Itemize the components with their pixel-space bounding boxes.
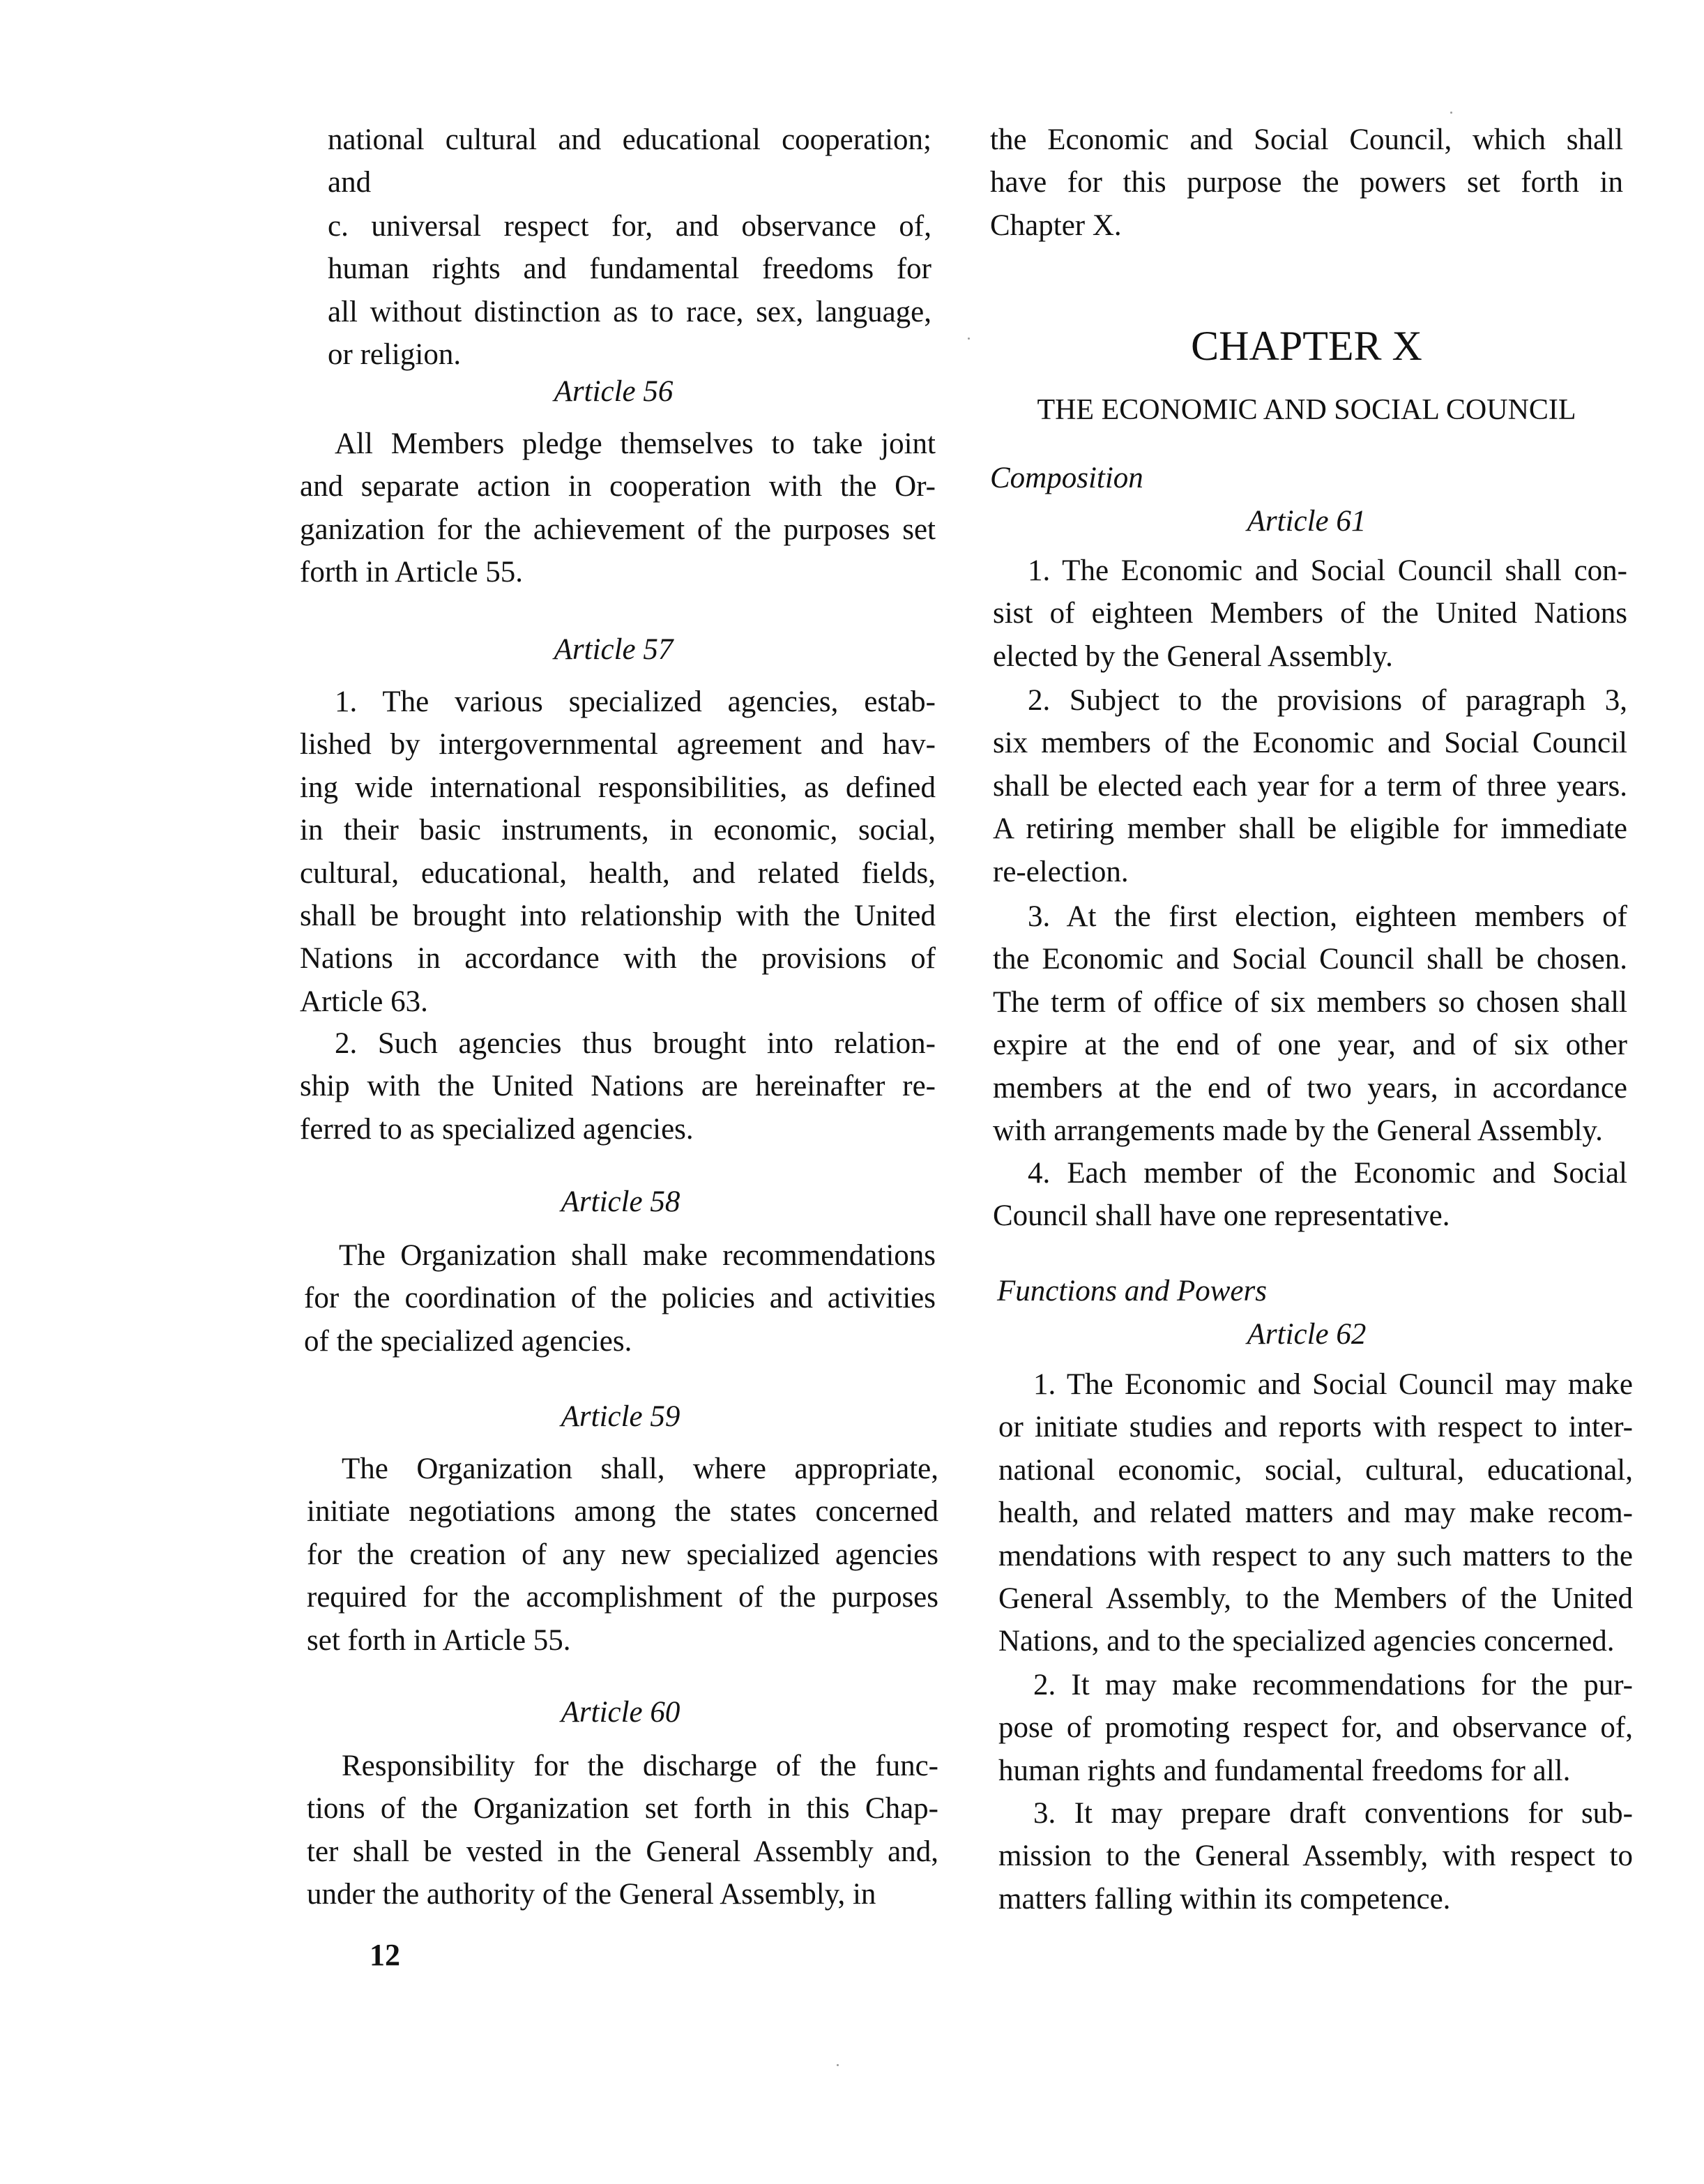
text-line: national economic, social, cultural, educational, [998,1453,1633,1487]
text-line: the Economic and Social Council, which shall [990,123,1623,156]
article-62-heading: Article 62 [1247,1318,1367,1351]
text-line: sist of eighteen Members of the United Nations [993,597,1627,630]
text-line: for the coordination of the policies and activities [304,1282,936,1315]
text-line: six members of the Economic and Social Council [993,727,1627,760]
text-line: Responsibility for the discharge of the func- [342,1750,938,1782]
text-line: elected by the General Assembly. [993,639,1393,673]
text-line: 4. Each member of the Economic and Social [1028,1157,1627,1190]
article-56-paragraph [300,423,936,594]
text-line: and [328,166,372,199]
article-56-heading: Article 56 [554,375,674,408]
text-line: re-election. [993,855,1129,888]
text-line: ganization for the achievement of the purposes set [300,513,936,546]
text-line: The term of office of six members so chosen shall [993,985,1627,1019]
text-line: lished by intergovernmental agreement and hav- [300,728,936,761]
article-62-paragraph-2 [998,1664,1633,1792]
article-61-paragraph-4 [993,1152,1627,1238]
text-line: All Members pledge themselves to take joint [335,427,936,460]
text-line: initiate negotiations among the states concerned [307,1495,938,1529]
text-line: with arrangements made by the General Assembly. [993,1114,1603,1147]
paragraph-continuation [328,119,931,204]
text-line: for the creation of any new specialized agencies [307,1538,938,1571]
text-line: human rights and fundamental freedoms for all. [998,1754,1571,1787]
paragraph-clause-c [328,205,931,377]
text-line: 3. At the first election, eighteen members of [1028,900,1627,933]
scan-speck [1450,112,1452,114]
article-59-heading: Article 59 [561,1400,680,1433]
article-61-heading: Article 61 [1247,505,1367,538]
text-line: 2. It may make recommendations for the pur- [1033,1669,1633,1701]
text-line: The Organization shall, where appropriate, [342,1453,938,1485]
text-line: matters falling within its competence. [998,1882,1451,1916]
text-line: have for this purpose the powers set forth in [990,166,1623,199]
text-line: The Organization shall make recommendations [339,1239,936,1272]
text-line: forth in Article 55. [300,556,524,589]
text-line: A retiring member shall be eligible for immediate [993,812,1627,846]
text-line: 1. The Economic and Social Council shall con- [1028,554,1627,587]
text-line: mission to the General Assembly, with respect to [998,1840,1633,1873]
article-58-heading: Article 58 [561,1185,680,1218]
text-line: 1. The Economic and Social Council may make [1033,1368,1633,1401]
text-line: health, and related matters and may make recom- [998,1496,1633,1530]
article-62-paragraph-3 [998,1792,1633,1920]
text-line: ferred to as specialized agencies. [300,1112,694,1146]
article-60-heading: Article 60 [561,1696,680,1729]
text-line: of the specialized agencies. [304,1324,632,1358]
composition-subheading: Composition [990,462,1143,494]
article-61-paragraph-1 [993,549,1627,678]
text-line: all without distinction as to race, sex, language, [328,295,931,328]
text-line: Article 63. [300,985,428,1018]
article-61-paragraph-3 [993,895,1627,1152]
chapter-title: CHAPTER X [1191,323,1422,369]
text-line: 2. Such agencies thus brought into relation- [335,1027,936,1060]
text-line: 3. It may prepare draft conventions for sub- [1033,1797,1633,1830]
article-57-heading: Article 57 [554,633,674,666]
text-line: c. universal respect for, and observance of, [328,210,931,243]
article-57-paragraph-1 [300,681,936,1023]
text-line: or initiate studies and reports with respect to inter- [998,1411,1633,1444]
page-number: 12 [370,1938,400,1972]
text-line: shall be brought into relationship with the United [300,899,936,932]
text-line: required for the accomplishment of the purposes [307,1581,938,1614]
article-59-paragraph [307,1448,938,1662]
text-line: the Economic and Social Council shall be chosen. [993,943,1627,976]
scan-speck [837,2064,839,2066]
text-line: pose of promoting respect for, and observance of, [998,1711,1633,1745]
article-62-paragraph-1 [998,1363,1633,1663]
functions-powers-subheading: Functions and Powers [997,1275,1267,1307]
text-line: Nations in accordance with the provisions of [300,942,936,976]
text-line: expire at the end of one year, and of six other [993,1029,1627,1062]
text-line: under the authority of the General Assembly, in [307,1878,876,1911]
text-line: 2. Subject to the provisions of paragraph 3, [1028,684,1627,717]
scan-speck [968,338,970,340]
text-line: cultural, educational, health, and related fields, [300,856,936,890]
text-line: shall be elected each year for a term of three years. [993,769,1627,803]
article-61-paragraph-2 [993,679,1627,893]
article-57-paragraph-2 [300,1022,936,1151]
text-line: General Assembly, to the Members of the United [998,1582,1633,1615]
text-line: 1. The various specialized agencies, estab- [335,685,936,718]
text-line: Chapter X. [990,208,1122,242]
text-line: mendations with respect to any such matters to the [998,1539,1633,1572]
text-line: members at the end of two years, in accordance [993,1071,1627,1105]
text-line: ing wide international responsibilities, as defined [300,771,936,804]
chapter-subtitle: THE ECONOMIC AND SOCIAL COUNCIL [1037,394,1576,426]
article-58-paragraph [304,1234,936,1363]
text-line: Council shall have one representative. [993,1199,1450,1233]
text-line: human rights and fundamental freedoms for [328,252,931,286]
text-line: ship with the United Nations are hereinafter re- [300,1070,936,1103]
text-line: set forth in Article 55. [307,1623,571,1657]
text-line: Nations, and to the specialized agencies concerned. [998,1625,1615,1658]
text-line: and separate action in cooperation with the Or- [300,470,936,503]
text-line: ter shall be vested in the General Assembly and, [307,1835,938,1868]
article-60-continuation [990,119,1623,247]
text-line: tions of the Organization set forth in this Chap- [307,1792,938,1826]
text-line: national cultural and educational cooperation; [328,123,931,156]
article-60-paragraph [307,1745,938,1916]
text-line: or religion. [328,338,462,372]
text-line: in their basic instruments, in economic, social, [300,814,936,847]
